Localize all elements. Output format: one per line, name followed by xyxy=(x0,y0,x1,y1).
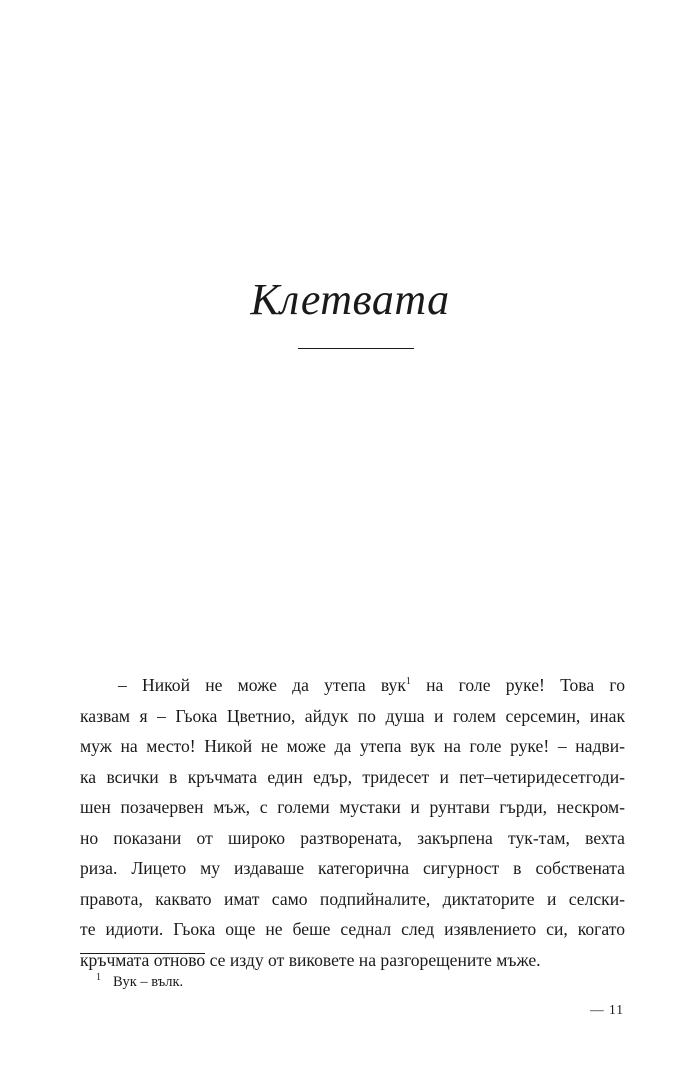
body-line xyxy=(80,670,625,701)
body-line: ка всички в кръчмата един едър, тридесет и пет–четиридесетгоди- xyxy=(80,766,625,787)
body-line-text: на голе руке! Това го xyxy=(410,675,625,695)
body-line: казвам я – Гьока Цветнио, айдук по душа и голем серсемин, инак xyxy=(80,705,625,726)
title-divider xyxy=(298,348,414,349)
body-line: риза. Лицето му издаваше категорична сигурност в собствената xyxy=(80,858,625,878)
body-line: муж на место! Никой не може да утепа вук на голе руке! – надви- xyxy=(80,736,625,756)
body-line: шен позачервен мъж, с големи мустаки и рунтави гърди, нескром- xyxy=(80,797,625,817)
page-number: — 11 xyxy=(590,1002,624,1017)
chapter-title: Клетвата xyxy=(250,275,450,324)
body-line: но показани от широко разтворената, закърпена тук-там, вехта xyxy=(80,827,625,848)
body-line-text: – Никой не може да утепа вук xyxy=(118,675,406,695)
footnote-number: 1 xyxy=(96,972,101,983)
footnote-text: Вук – вълк. xyxy=(113,974,184,990)
body-line: те идиоти. Гьока още не беше седнал след изявлението си, когато xyxy=(80,919,625,939)
body-paragraph xyxy=(80,670,625,975)
footnote xyxy=(96,968,183,992)
footnote-divider xyxy=(80,953,205,954)
footnote-reference[interactable]: 1 xyxy=(405,676,411,687)
body-line: правота, каквато имат само подпийналите, диктаторите и селски- xyxy=(80,888,625,909)
body-line: кръчмата отново се изду от виковете на разгорещените мъже. xyxy=(80,949,541,970)
